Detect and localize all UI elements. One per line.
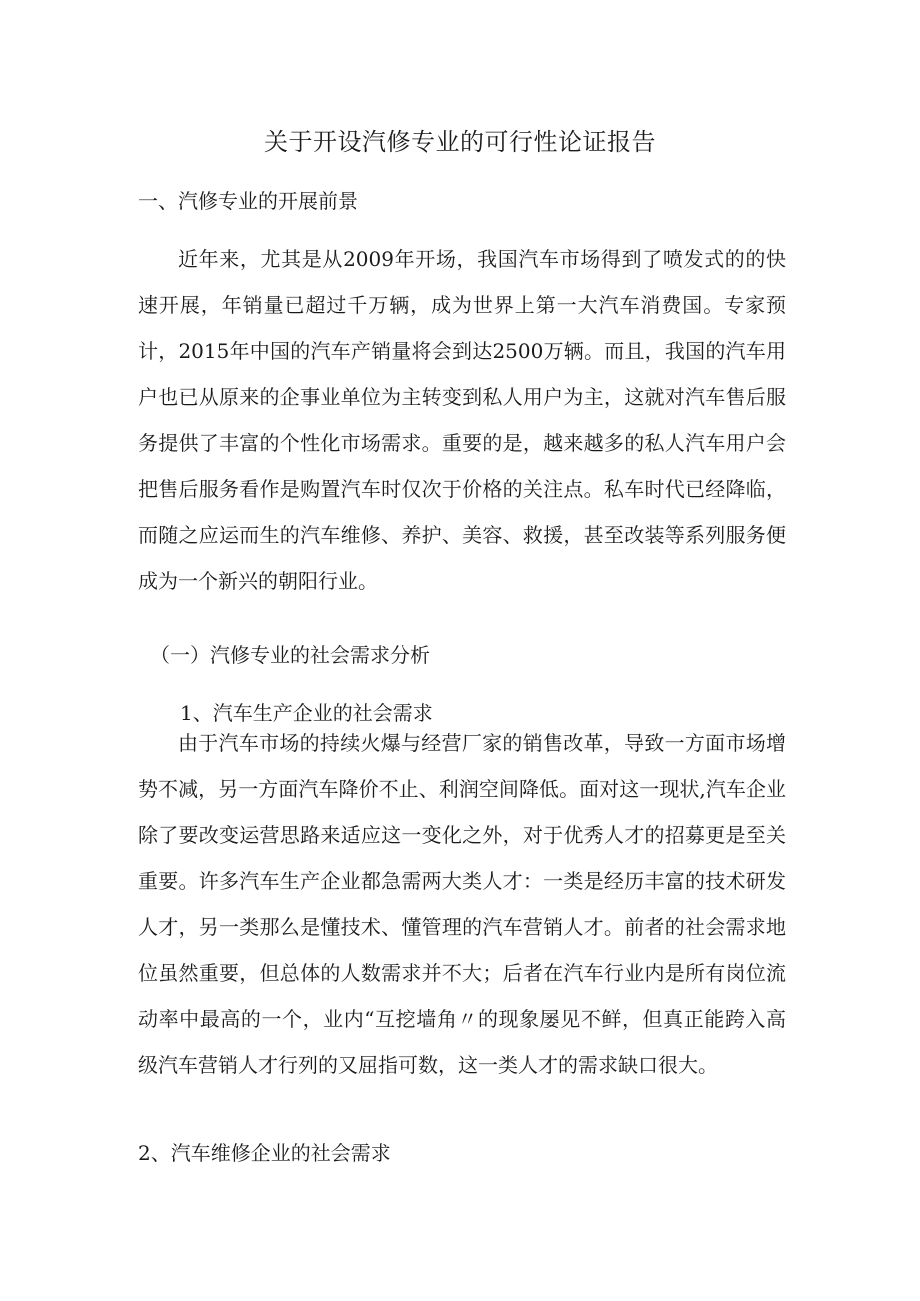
document-title: 关于开设汽修专业的可行性论证报告 bbox=[264, 128, 656, 156]
paragraph-prospects: 近年来，尤其是从2009年开场，我国汽车市场得到了喷发式的的快速开展，年销量已超过千万辆，成为世界上第一大汽车消费国。专家预计，2015年中国的汽车产销量将会到达2500万辆。而且，我国的汽车用户也已从原来的企事业单位为主转变到私人用户为主，这就对汽车售后服务提供了丰富的个性化市场需求。重要的是，越来越多的私人汽车用户会把售后服务看作是购置汽车时仅次于价格的关注点。私车时代已经降临，而随之应运而生的汽车维修、养护、美容、救援，甚至改装等系列服务便成为一个新兴的朝阳行业。 bbox=[138, 247, 786, 593]
item-heading-repair-enterprises: 2、汽车维修企业的社会需求 bbox=[138, 1141, 391, 1165]
item-heading-manufacturers: 1、汽车生产企业的社会需求 bbox=[180, 701, 433, 725]
paragraph-manufacturers: 由于汽车市场的持续火爆与经营厂家的销售改革，导致一方面市场增势不减，另一方面汽车降价不止、利润空间降低。面对这一现状,汽车企业除了要改变运营思路来适应这一变化之外，对于优秀人才的招募更是至关重要。许多汽车生产企业都急需两大类人才：一类是经历丰富的技术研发人才，另一类那么是懂技术、懂管理的汽车营销人才。前者的社会需求地位虽然重要，但总体的人数需求并不大；后者在汽车行业内是所有岗位流动率中最高的一个，业内“互挖墙角〃的现象屡见不鲜，但真正能跨入高级汽车营销人才行列的又屈指可数，这一类人才的需求缺口很大。 bbox=[138, 731, 786, 1077]
subsection-heading-demand-analysis: （一）汽修专业的社会需求分析 bbox=[150, 643, 430, 667]
section-heading-prospects: 一、汽修专业的开展前景 bbox=[138, 189, 358, 213]
